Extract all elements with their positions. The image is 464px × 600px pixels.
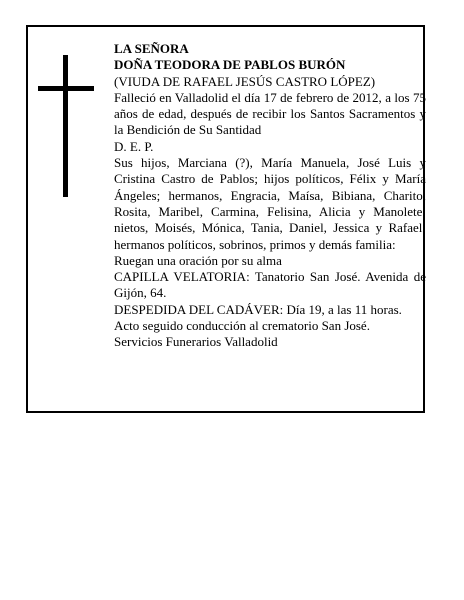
cross-horizontal-bar	[38, 86, 94, 91]
widow-of: (VIUDA DE RAFAEL JESÚS CASTRO LÓPEZ)	[114, 73, 376, 89]
obituary-text	[114, 41, 426, 351]
family-list: Sus hijos, Marciana (?), María Manuela, José Luis y Cristina Castro de Pablos; hijos políticos, Félix y María Ángeles; hermanos, Engracia, Maísa, Bibiana, Charito, Rosita, Maribel, Carmina, Felisina, Alicia y Manolete; nietos, Moisés, Mónica, Tania, Daniel, Jessica y Rafael; hermanos políticos, sobrinos, primos y demás familia:	[114, 155, 426, 252]
obituary-notice	[26, 25, 425, 413]
rest-in-peace: D. E. P.	[114, 138, 154, 154]
cross-icon	[38, 55, 94, 197]
cremation-info: Acto seguido conducción al crematorio San José.	[114, 318, 370, 334]
obituary-title: LA SEÑORA	[114, 41, 189, 56]
prayer-request: Ruegan una oración por su alma	[114, 252, 282, 268]
deceased-name: DOÑA TEODORA DE PABLOS BURÓN	[114, 57, 346, 73]
chapel-info: CAPILLA VELATORIA: Tanatorio San José. Avenida de Gijón, 64.	[114, 269, 426, 301]
cross-vertical-bar	[63, 55, 68, 197]
farewell-info: DESPEDIDA DEL CADÁVER: Día 19, a las 11 horas.	[114, 301, 402, 317]
death-notice: Falleció en Valladolid el día 17 de febrero de 2012, a los 75 años de edad, después de recibir los Santos Sacramentos y la Bendición de Su Santidad	[114, 89, 426, 138]
funeral-services: Servicios Funerarios Valladolid	[114, 334, 278, 350]
